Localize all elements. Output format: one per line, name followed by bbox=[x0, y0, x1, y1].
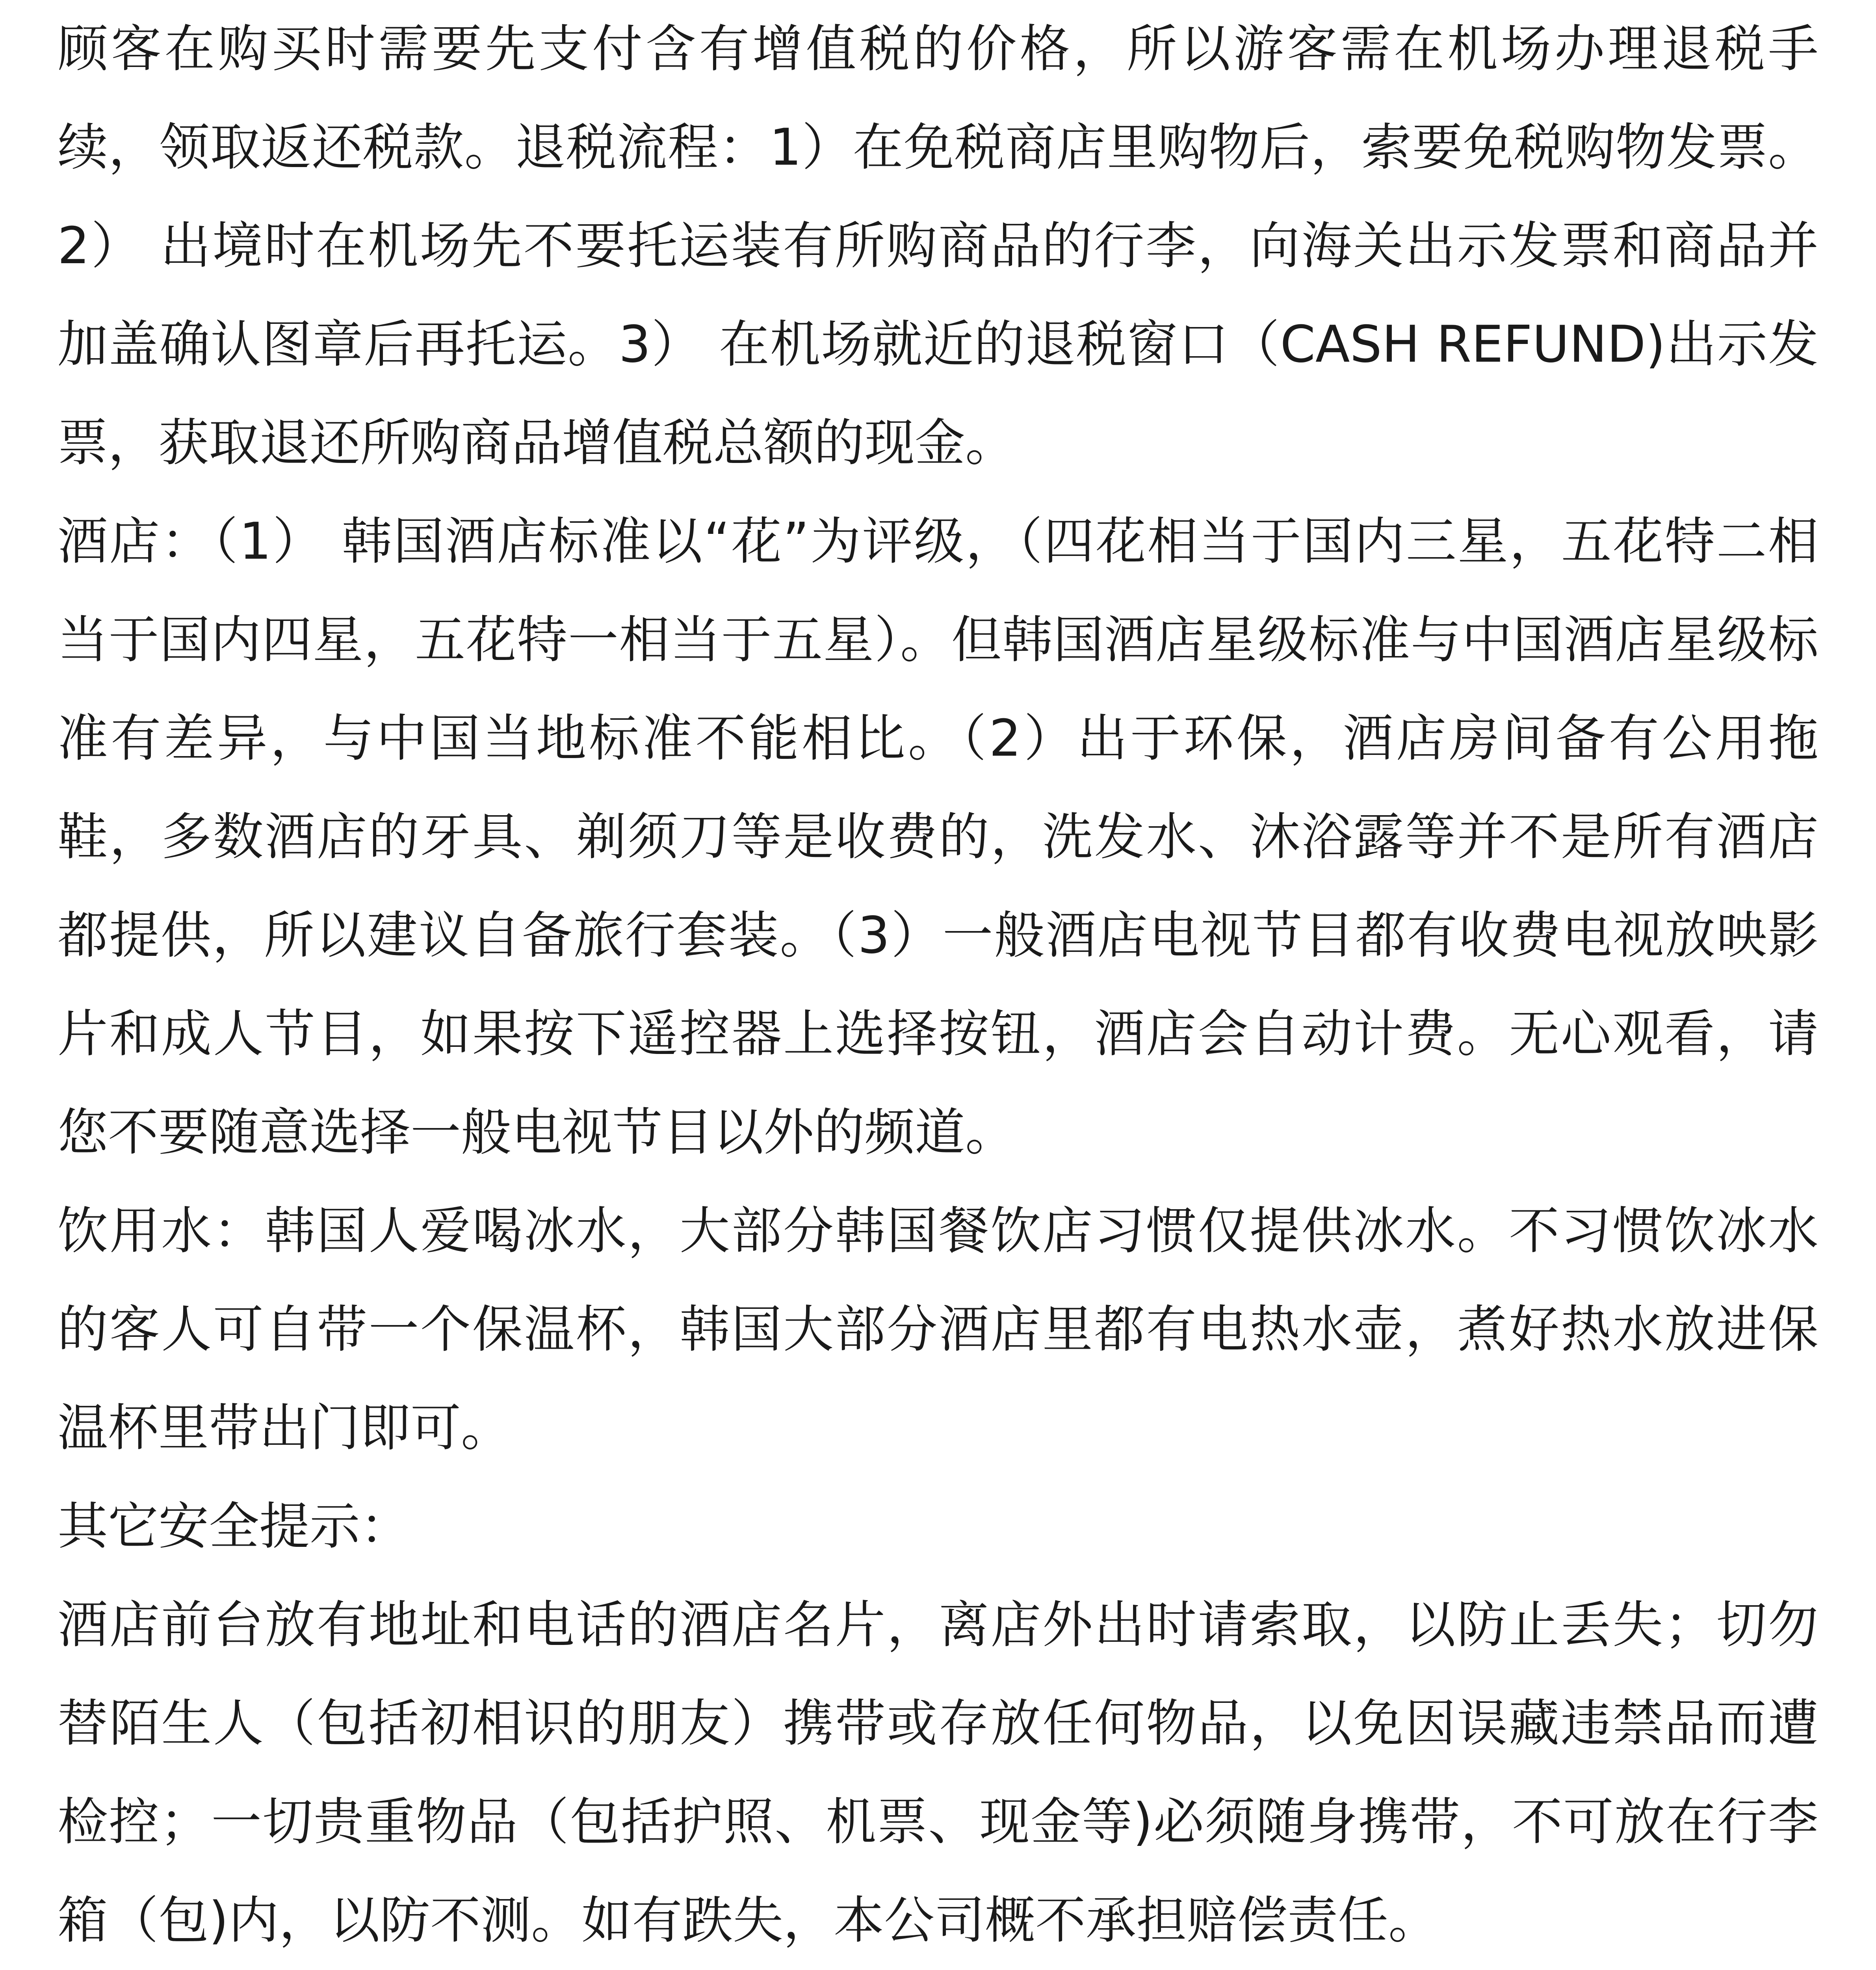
paragraph-drinking-water: 饮用水：韩国人爱喝冰水，大部分韩国餐饮店习惯仅提供冰水。不习惯饮冰水的客人可自带一个保温杯，韩国大部分酒店里都有电热水壶，煮好热水放进保温杯里带出门即可。 bbox=[58, 1202, 1818, 1457]
document-body bbox=[58, 0, 1818, 1970]
paragraph-hotel: 酒店：（1） 韩国酒店标准以“花”为评级，（四花相当于国内三星，五花特二相当于国内四星，五花特一相当于五星）。但韩国酒店星级标准与中国酒店星级标准有差异，与中国当地标准不能相比。（2）出于环保，酒店房间备有公用拖鞋，多数酒店的牙具、剃须刀等是收费的，洗发水、沐浴露等并不是所有酒店都提供，所以建议自备旅行套装。（3）一般酒店电视节目都有收费电视放映影片和成人节目，如果按下遥控器上选择按钮，酒店会自动计费。无心观看，请您不要随意选择一般电视节目以外的频道。 bbox=[58, 512, 1818, 1162]
paragraph-hotel-card-safety: 酒店前台放有地址和电话的酒店名片，离店外出时请索取，以防止丢失；切勿替陌生人（包括初相识的朋友）携带或存放任何物品，以免因误藏违禁品而遭检控；一切贵重物品（包括护照、机票、现金等)必须随身携带，不可放在行李箱（包)内，以防不测。如有跌失，本公司概不承担赔偿责任。 bbox=[58, 1596, 1818, 1950]
paragraph-safety-heading: 其它安全提示： bbox=[58, 1497, 411, 1556]
paragraph-tax-refund: 顾客在购买时需要先支付含有增值税的价格，所以游客需在机场办理退税手续，领取返还税款。退税流程：1）在免税商店里购物后，索要免税购物发票。2） 出境时在机场先不要托运装有所购商品的行李，向海关出示发票和商品并加盖确认图章后再托运。3） 在机场就近的退税窗口（CASH REFUND)出示发票，获取退还所购商品增值税总额的现金。 bbox=[58, 20, 1818, 472]
